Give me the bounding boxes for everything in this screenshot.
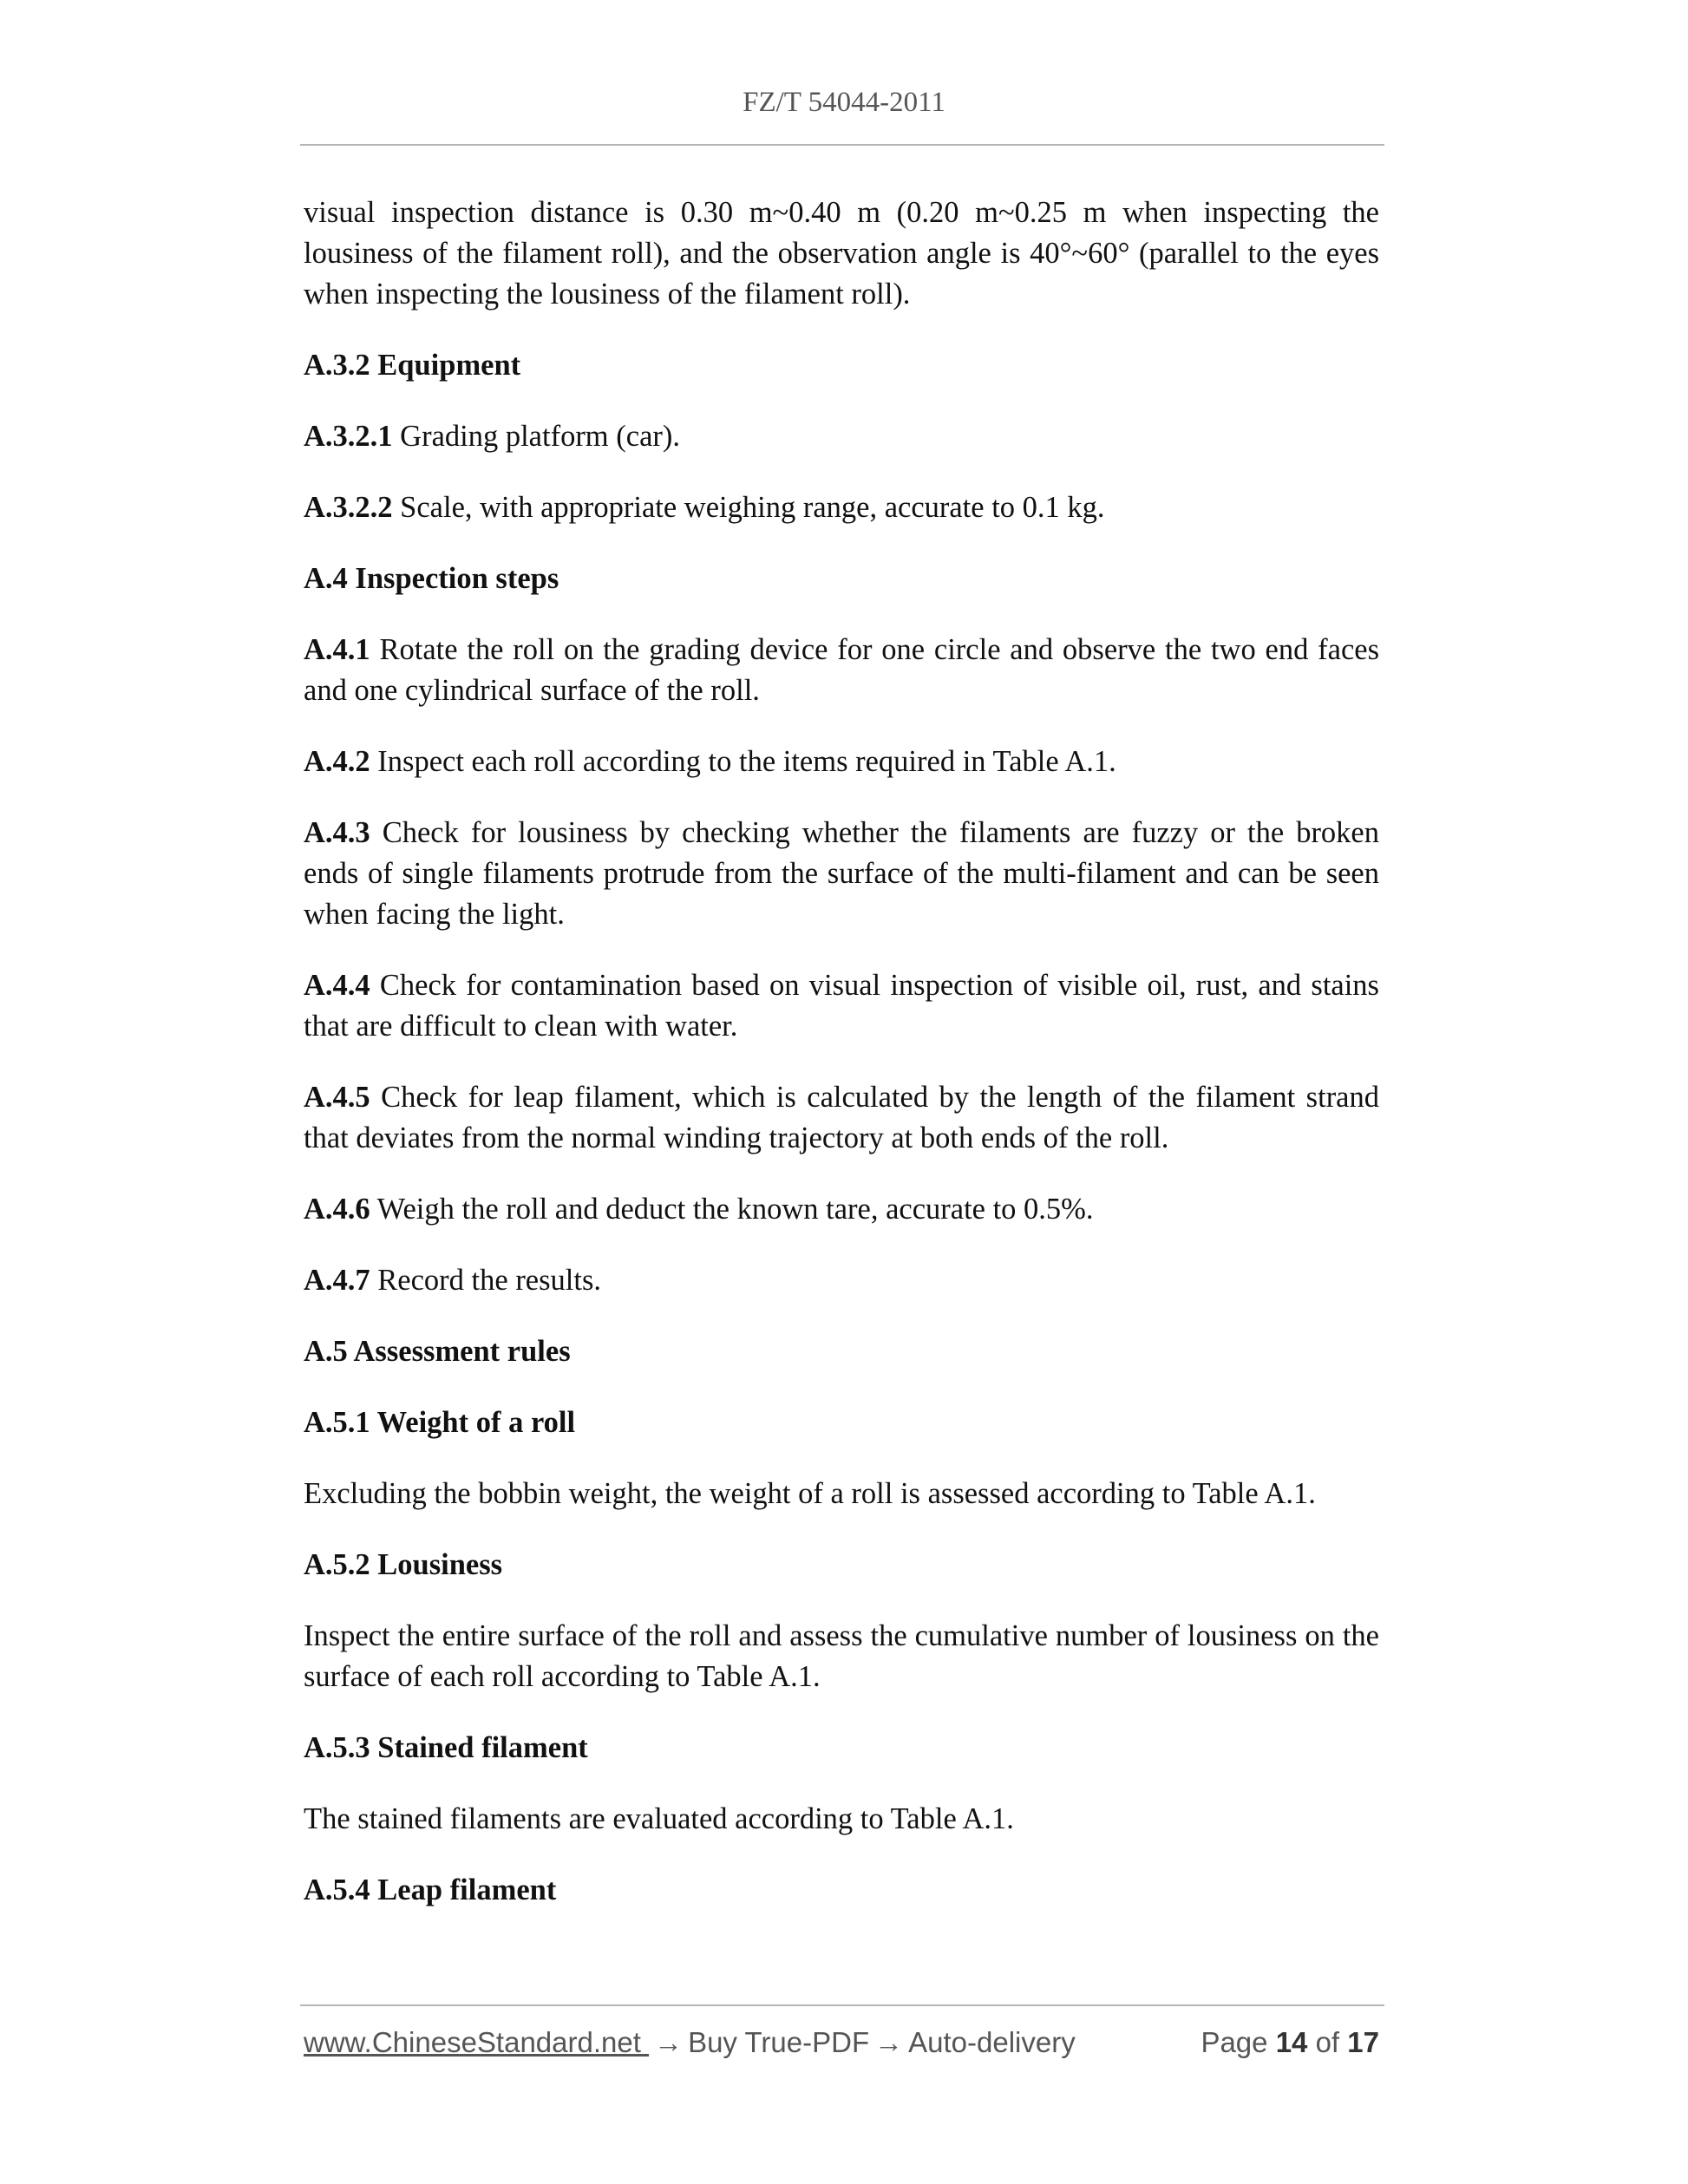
- auto-delivery-text: Auto-delivery: [908, 2026, 1076, 2058]
- paragraph: [304, 487, 1379, 528]
- total-pages: 17: [1347, 2026, 1379, 2058]
- buy-pdf-text: Buy True-PDF: [688, 2026, 870, 2058]
- clause-number: A.3.2.2: [304, 491, 393, 524]
- clause-number: A.4.2: [304, 745, 370, 778]
- document-code-header: FZ/T 54044-2011: [743, 87, 945, 118]
- page-number: [1201, 2026, 1379, 2059]
- paragraph-text: Excluding the bobbin weight, the weight of a roll is assessed according to Table A.1.: [304, 1477, 1316, 1510]
- section-heading: A.5.4 Leap filament: [304, 1873, 557, 1906]
- paragraph-text: Inspect each roll according to the items required in Table A.1.: [370, 745, 1116, 778]
- paragraph: [304, 965, 1379, 1047]
- paragraph-text: Record the results.: [370, 1264, 602, 1297]
- arrow-right-icon: →: [654, 2026, 684, 2058]
- header-divider: [300, 144, 1384, 146]
- current-page: 14: [1275, 2026, 1308, 2058]
- section-heading: A.3.2 Equipment: [304, 349, 521, 382]
- arrow-right-icon: →: [874, 2026, 904, 2058]
- paragraph: [304, 1260, 1379, 1301]
- paragraph-text: Scale, with appropriate weighing range, accurate to 0.1 kg.: [392, 491, 1105, 524]
- clause-number: A.4.4: [304, 969, 370, 1002]
- paragraph: [304, 1189, 1379, 1230]
- clause-number: A.4.5: [304, 1081, 370, 1114]
- paragraph-text: Grading platform (car).: [392, 420, 680, 453]
- paragraph-text: Check for lousiness by checking whether the filaments are fuzzy or the broken ends of single filaments protrude from the surface of the multi-filament and can be seen when facing the light.: [304, 816, 1379, 931]
- footer-divider: [300, 2004, 1384, 2006]
- paragraph: [304, 813, 1379, 935]
- document-body: [304, 193, 1379, 1941]
- footer-links: [304, 2026, 1076, 2059]
- paragraph: [304, 1474, 1379, 1514]
- paragraph-text: Rotate the roll on the grading device for one circle and observe the two end faces and one cylindrical surface of the roll.: [304, 633, 1379, 707]
- paragraph-text: Check for contamination based on visual inspection of visible oil, rust, and stains that are difficult to clean with water.: [304, 969, 1379, 1043]
- paragraph-text: Inspect the entire surface of the roll and assess the cumulative number of lousiness on the surface of each roll according to Table A.1.: [304, 1619, 1379, 1693]
- clause-number: A.4.3: [304, 816, 370, 849]
- section-heading: A.4 Inspection steps: [304, 562, 559, 595]
- section-heading: A.5.1 Weight of a roll: [304, 1406, 576, 1439]
- paragraph: [304, 1077, 1379, 1159]
- paragraph: [304, 416, 1379, 457]
- clause-number: A.4.1: [304, 633, 370, 666]
- section-heading: A.5.2 Lousiness: [304, 1548, 503, 1581]
- page-footer: [304, 2026, 1379, 2064]
- clause-number: A.3.2.1: [304, 420, 393, 453]
- section-heading: A.5.3 Stained filament: [304, 1731, 588, 1764]
- clause-number: A.4.6: [304, 1193, 370, 1226]
- paragraph: [304, 630, 1379, 711]
- clause-number: A.4.7: [304, 1264, 370, 1297]
- paragraph-text: Check for leap filament, which is calculated by the length of the filament strand that deviates from the normal winding trajectory at both ends of the roll.: [304, 1081, 1379, 1154]
- paragraph-text: Weigh the roll and deduct the known tare, accurate to 0.5%.: [370, 1193, 1094, 1226]
- website-link[interactable]: www.ChineseStandard.net: [304, 2026, 650, 2058]
- paragraph: [304, 742, 1379, 782]
- of-label: of: [1315, 2026, 1340, 2058]
- paragraph: [304, 193, 1379, 315]
- paragraph: [304, 1616, 1379, 1697]
- paragraph: [304, 1799, 1379, 1840]
- paragraph-text: visual inspection distance is 0.30 m~0.40 m (0.20 m~0.25 m when inspecting the lousiness of the filament roll), and the observation angle is 40°~60° (parallel to the eyes when inspecting the lousiness of the filament roll).: [304, 196, 1379, 311]
- paragraph-text: The stained filaments are evaluated according to Table A.1.: [304, 1802, 1014, 1835]
- section-heading: A.5 Assessment rules: [304, 1335, 571, 1368]
- page-label: Page: [1201, 2026, 1268, 2058]
